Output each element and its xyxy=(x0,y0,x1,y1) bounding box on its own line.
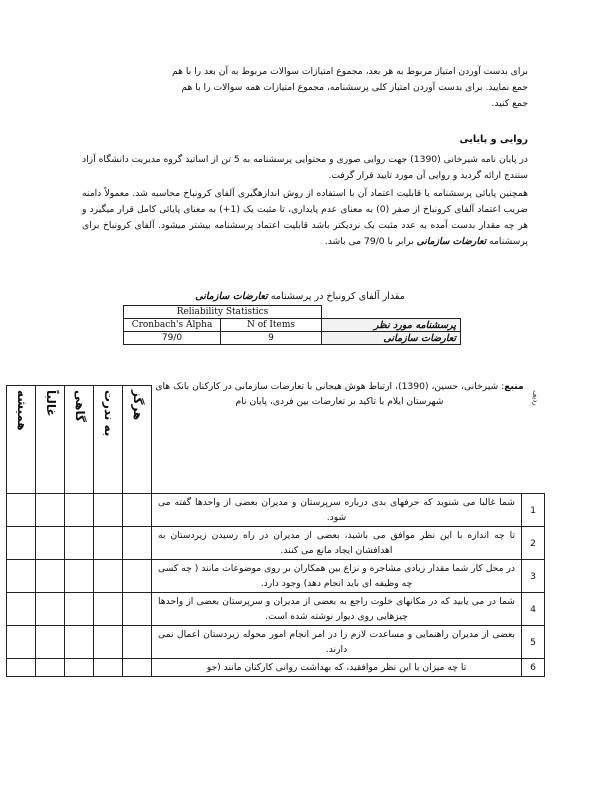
alpha-value: 79/0 xyxy=(124,332,221,345)
answer-cell[interactable] xyxy=(7,593,36,626)
intro-line: جمع نمایید. برای بدست آوردن امتیاز کلی پرسشنامه، مجموع امتیازات همه سوالات را با هم xyxy=(181,82,528,93)
header-always: همیشه xyxy=(7,386,36,494)
items-header: N of Items xyxy=(221,319,322,332)
question-text: شما غالبا می شنوید که حرفهای بدی درباره سرپرستان و مدیران بعضی از واحدها گفته می شود. xyxy=(152,494,522,527)
reliability-text: همچنین پایائی پرسشنامه یا قابلیت اعتماد آن با استفاده از روش اندازهگیری آلفای کرونباخ محاسبه شد. معمولاً دامنه ضریب اعتماد آلفای کرونباخ از صفر (0) به معنای عدم پایداری، تا مثبت یک (1+) به معنای پایائی کامل قرار میگیرد و هر چه مقدار بدست آمده به عدد مثبت یک نزدیکتر باشد قابلیت اعتماد پرسشنامه بیشتر میشود. آلفای کرونباخ برای پرسشنامه xyxy=(82,188,528,247)
header-never: هرگز xyxy=(123,386,152,494)
table-row xyxy=(7,494,545,527)
answer-cell[interactable] xyxy=(36,494,65,527)
answer-cell[interactable] xyxy=(36,527,65,560)
header-rarely: به ندرت xyxy=(94,386,123,494)
answer-cell[interactable] xyxy=(65,527,94,560)
header-spacer xyxy=(152,386,522,494)
question-number: 4 xyxy=(522,593,545,626)
answer-cell[interactable] xyxy=(123,659,152,677)
question-text: تا چه اندازه با این نظر موافق می باشید، بعضی از مدیران در راه رسیدن زیردستان به اهدافشان ایجاد مانع می کنند. xyxy=(152,527,522,560)
intro-line: برای بدست آوردن امتیاز مربوط به هر بعد، مجموع امتیازات سوالات مربوط به آن بعد را با هم xyxy=(171,66,528,77)
reliability-paragraph xyxy=(82,186,528,250)
reliability-questionnaire-name: تعارضات سازمانی xyxy=(416,236,487,247)
answer-cell[interactable] xyxy=(36,626,65,659)
answer-cell[interactable] xyxy=(7,527,36,560)
answer-cell[interactable] xyxy=(65,494,94,527)
answer-cell[interactable] xyxy=(7,659,36,677)
questionnaire-name: تعارضات سازمانی xyxy=(322,332,461,345)
alpha-header: Cronbach's Alpha xyxy=(124,319,221,332)
answer-cell[interactable] xyxy=(36,560,65,593)
answer-cell[interactable] xyxy=(123,494,152,527)
answer-cell[interactable] xyxy=(65,593,94,626)
table-row xyxy=(7,659,545,677)
answer-cell[interactable] xyxy=(65,560,94,593)
reliability-end-text: برابر با 79/0 می باشد. xyxy=(324,236,414,247)
answer-cell[interactable] xyxy=(94,527,123,560)
question-number: 3 xyxy=(522,560,545,593)
answer-cell[interactable] xyxy=(123,527,152,560)
caption-bold: تعارضات سازمانی xyxy=(195,291,268,302)
table-row xyxy=(7,527,545,560)
header-row-col: ردیف xyxy=(531,389,540,406)
question-number: 2 xyxy=(522,527,545,560)
reliability-table-title: Reliability Statistics xyxy=(124,306,322,319)
answer-cell[interactable] xyxy=(123,560,152,593)
answer-cell[interactable] xyxy=(94,626,123,659)
questionnaire-header: پرسشنامه مورد نظر xyxy=(322,319,461,332)
answer-cell[interactable] xyxy=(94,659,123,677)
answer-cell[interactable] xyxy=(65,626,94,659)
question-number: 1 xyxy=(522,494,545,527)
answer-cell[interactable] xyxy=(123,626,152,659)
validity-paragraph: در پایان نامه شیرخانی (1390) جهت روایی صوری و محتوایی پرسشنامه به 5 تن از اساتید گروه مدیریت دانشگاه آزاد سنندج ارائه گردید و روایی آن مورد تایید قرار گرفت. xyxy=(82,154,528,181)
answer-cell[interactable] xyxy=(7,494,36,527)
answer-cell[interactable] xyxy=(36,659,65,677)
caption-prefix: مقدار آلفای کرونباخ در پرسشنامه xyxy=(270,291,405,302)
source-label: منبع xyxy=(504,381,524,392)
intro-line: جمع کنید. xyxy=(491,98,528,109)
question-number: 5 xyxy=(522,626,545,659)
table-row xyxy=(7,626,545,659)
intro-paragraph xyxy=(82,64,528,112)
answer-cell[interactable] xyxy=(65,659,94,677)
header-sometimes: گاهی xyxy=(65,386,94,494)
source-text: : شیرخانی، حسین، (1390)، ارتباط هوش هیجانی با تعارضات سازمانی در کارکنان بانک های شهرستان ایلام با تاکید بر تعارضات بین فردی، پایان نام xyxy=(155,381,505,407)
table-row xyxy=(7,593,545,626)
answer-cell[interactable] xyxy=(7,626,36,659)
section-heading: روایی و پایایی xyxy=(459,134,528,145)
items-value: 9 xyxy=(221,332,322,345)
answer-cell[interactable] xyxy=(7,560,36,593)
header-often: غالباً xyxy=(36,386,65,494)
survey-table xyxy=(6,385,545,677)
answer-cell[interactable] xyxy=(94,560,123,593)
question-text: بعضی از مدیران راهنمایی و مساعدت لازم را در امر انجام امور محوله زیردستان اعمال نمی دارند. xyxy=(152,626,522,659)
answer-cell[interactable] xyxy=(36,593,65,626)
question-text: در محل کار شما مقدار زیادی مشاجره و نزاع بین همکاران بر روی موضوعات مانند ( چه کسی چه وظیفه ای باید انجام دهد) وجود دارد. xyxy=(152,560,522,593)
question-text: شما در می یابید که در مکانهای خلوت راجع به بعضی از مدیران و سرپرستان بعضی از واحدها چیزهایی روی دیوار نوشته شده است. xyxy=(152,593,522,626)
table-caption xyxy=(150,291,450,302)
reliability-table xyxy=(123,305,461,345)
answer-cell[interactable] xyxy=(94,593,123,626)
table-row xyxy=(7,560,545,593)
question-number: 6 xyxy=(522,659,545,677)
answer-cell[interactable] xyxy=(94,494,123,527)
blank-corner xyxy=(322,306,461,319)
answer-cell[interactable] xyxy=(123,593,152,626)
question-text: تا چه میزان با این نظر موافقید، که بهداشت روانی کارکنان مانند (جو xyxy=(152,659,522,677)
